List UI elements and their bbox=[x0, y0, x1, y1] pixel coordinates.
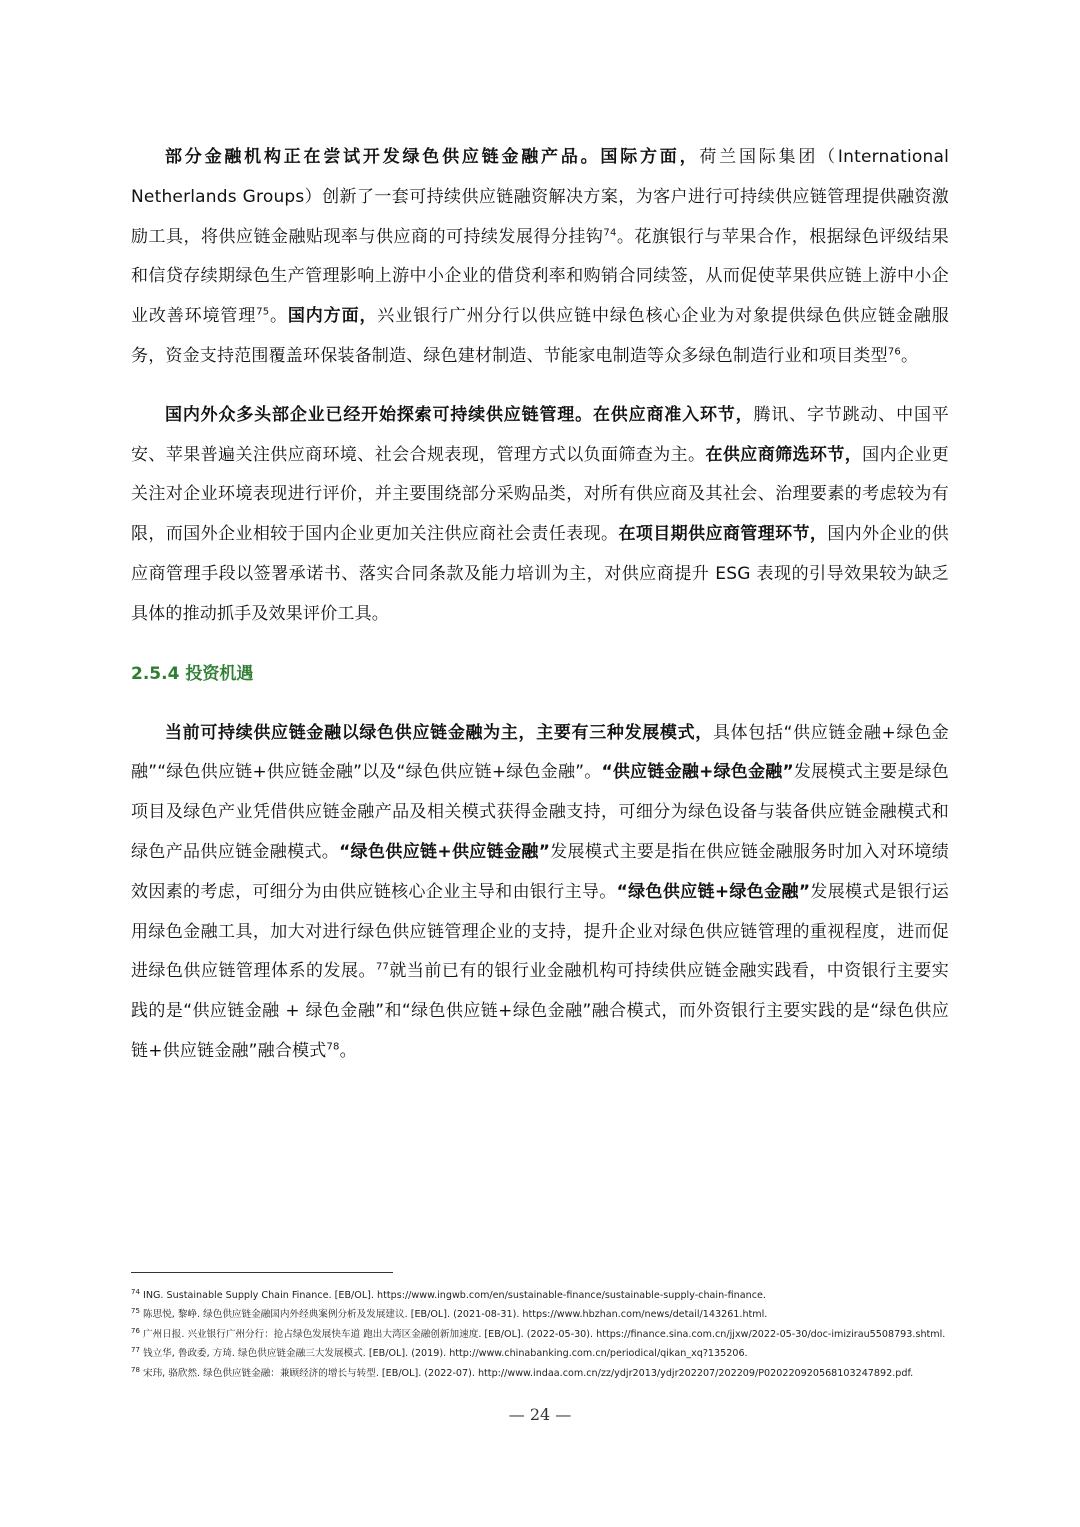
footnote-text: 钱立华, 鲁政委, 方琦. 绿色供应链金融三大发展模式. [EB/OL]. (2019). http://www.chinabanking.com.cn/periodical/qikan_xq?135206. bbox=[142, 1348, 748, 1360]
footnote-ref[interactable]: 75 bbox=[256, 306, 270, 318]
paragraph-text: 。 bbox=[900, 345, 919, 366]
bold-lead: 国内方面， bbox=[287, 306, 378, 327]
footnote-78 bbox=[131, 1364, 949, 1383]
paragraph-text: 荷兰国际集团（International Netherlands Groups）创新了一套可持续供应链融资解决方案，为客户进行可持续供应链管理提供融资激励工具，将供应链金融贴现率与供应商的可持续发展得分挂钩 bbox=[131, 147, 949, 247]
bold-lead: 在供应商筛选环节， bbox=[705, 444, 863, 465]
bold-lead: 国内外众多头部企业已经开始探索可持续供应链管理。在供应商准入环节， bbox=[165, 404, 754, 425]
paragraph-text: 国内企业更关注对企业环境表现进行评价，并主要围绕部分采购品类，对所有供应商及其社会、治理要素的考虑较为有限，而国外企业相较于国内企业更加关注供应商社会责任表现。 bbox=[131, 444, 950, 545]
bold-lead: 当前可持续供应链金融以绿色供应链金融为主，主要有三种发展模式， bbox=[165, 722, 713, 743]
footnote-ref[interactable]: 78 bbox=[326, 1041, 340, 1053]
bold-lead: “绿色供应链+供应链金融” bbox=[339, 841, 551, 862]
footnote-ref[interactable]: 76 bbox=[887, 346, 901, 358]
paragraph-investment-opportunities bbox=[131, 714, 949, 1072]
paragraph-text: 具体包括“供应链金融+绿色金融”“绿色供应链+供应链金融”以及“绿色供应链+绿色金融”。 bbox=[131, 722, 949, 783]
footnote-75 bbox=[131, 1305, 949, 1324]
footnote-ref[interactable]: 77 bbox=[375, 961, 390, 973]
footnote-number: 74 bbox=[131, 1287, 140, 1296]
paragraph-text: 兴业银行广州分行以供应链中绿色核心企业为对象提供绿色供应链金融服务，资金支持范围覆盖环保装备制造、绿色建材制造、节能家电制造等众多绿色制造行业和项目类型 bbox=[131, 306, 950, 366]
bold-lead: “供应链金融+绿色金融” bbox=[601, 762, 794, 783]
paragraph-text: 发展模式主要是指在供应链金融服务时加入对环境绩效因素的考虑，可细分为由供应链核心企业主导和由银行主导。 bbox=[131, 841, 949, 902]
paragraph-text: 。 bbox=[269, 306, 288, 327]
footnote-text: ING. Sustainable Supply Chain Finance. [EB/OL]. https://www.ingwb.com/en/sustainable-finance/sustainable-supply-chain-finance. bbox=[142, 1290, 766, 1301]
bold-lead: 部分金融机构正在尝试开发绿色供应链金融产品。国际方面， bbox=[165, 147, 700, 167]
paragraph-green-supply-chain-products bbox=[131, 138, 949, 377]
paragraph-supply-chain-management bbox=[131, 396, 949, 635]
footnotes bbox=[131, 1286, 949, 1383]
paragraph-text: 发展模式是银行运用绿色金融工具，加大对进行绿色供应链管理企业的支持，提升企业对绿色供应链管理的重视程度，进而促进绿色供应链管理体系的发展。 bbox=[131, 881, 949, 982]
footnote-divider bbox=[131, 1272, 393, 1273]
paragraph-text: 就当前已有的银行业金融机构可持续供应链金融实践看，中资银行主要实践的是“供应链金融 + 绿色金融”和“绿色供应链+绿色金融”融合模式，而外资银行主要实践的是“绿色供应链+供应链金融”融合模式 bbox=[131, 961, 949, 1061]
footnote-74 bbox=[131, 1286, 949, 1305]
page-number: — 24 — bbox=[508, 1405, 572, 1424]
paragraph-text: 。花旗银行与苹果合作，根据绿色评级结果和信贷存续期绿色生产管理影响上游中小企业的借贷利率和购销合同续签，从而促使苹果供应链上游中小企业改善环境管理 bbox=[131, 226, 949, 327]
footnote-number: 78 bbox=[131, 1365, 140, 1374]
body-content bbox=[131, 138, 949, 1091]
footnote-76 bbox=[131, 1325, 949, 1344]
paragraph-text: 国内外企业的供应商管理手段以签署承诺书、落实合同条款及能力培训为主，对供应商提升 ESG 表现的引导效果较为缺乏具体的推动抓手及效果评价工具。 bbox=[131, 524, 949, 624]
footnote-number: 77 bbox=[131, 1346, 140, 1355]
paragraph-text: 发展模式主要是绿色项目及绿色产业凭借供应链金融产品及相关模式获得金融支持，可细分为绿色设备与装备供应链金融模式和绿色产品供应链金融模式。 bbox=[131, 762, 949, 862]
footnote-text: 陈思悦, 黎峥. 绿色供应链金融国内外经典案例分析及发展建议. [EB/OL]. (2021-08-31). https://www.hbzhan.com/news/detail/143261.html. bbox=[142, 1309, 768, 1321]
footnote-77 bbox=[131, 1344, 949, 1363]
bold-lead: 在项目期供应商管理环节， bbox=[618, 524, 828, 545]
section-heading: 2.5.4 投资机遇 bbox=[131, 663, 254, 684]
footnote-number: 76 bbox=[131, 1326, 140, 1335]
footnote-text: 广州日报. 兴业银行广州分行：抢占绿色发展快车道 跑出大湾区金融创新加速度. [EB/OL]. (2022-05-30). https://finance.sina.com.cn/jjxw/2022-05-30/doc-imizirau5508793.shtml. bbox=[142, 1328, 946, 1340]
footnote-number: 75 bbox=[131, 1307, 140, 1316]
bold-lead: “绿色供应链+绿色金融” bbox=[616, 881, 811, 902]
paragraph-text: 腾讯、字节跳动、中国平安、苹果普遍关注供应商环境、社会合规表现，管理方式以负面筛查为主。 bbox=[131, 404, 949, 465]
footnote-ref[interactable]: 74 bbox=[603, 226, 617, 238]
footnote-text: 宋玮, 骆欣然. 绿色供应链金融：兼顾经济的增长与转型. [EB/OL]. (2022-07). http://www.indaa.com.cn/zz/ydjr2013/ydjr202207/202209/P020220920568103247892.pdf. bbox=[142, 1367, 914, 1379]
paragraph-text: 。 bbox=[339, 1040, 357, 1061]
